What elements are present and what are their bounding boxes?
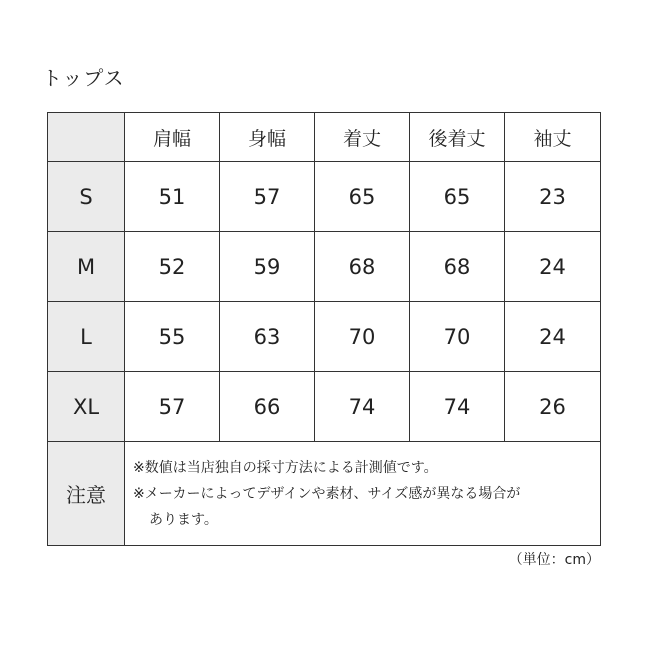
note-text [125,442,601,546]
note-label: 注意 [48,442,125,546]
table-header-row [48,113,601,162]
page-title: トップス [42,66,125,90]
note-line: ※数値は当店独自の採寸方法による計測値です。 [133,459,438,476]
table-cell: 74 [410,372,505,442]
table-cell: 57 [220,162,315,232]
table-cell: 52 [125,232,220,302]
header-length: 着丈 [315,113,410,162]
note-row [48,442,601,546]
table-cell: 65 [410,162,505,232]
note-line: あります。 [149,511,218,528]
table-cell: 26 [505,372,601,442]
header-body-width: 身幅 [220,113,315,162]
table-cell: 70 [315,302,410,372]
table-cell: 55 [125,302,220,372]
table-cell: 70 [410,302,505,372]
header-sleeve-length: 袖丈 [505,113,601,162]
header-shoulder-width: 肩幅 [125,113,220,162]
table-row [48,372,601,442]
size-label: XL [48,372,125,442]
size-label: S [48,162,125,232]
table-row [48,302,601,372]
header-back-length: 後着丈 [410,113,505,162]
table-cell: 59 [220,232,315,302]
note-line: ※メーカーによってデザインや素材、サイズ感が異なる場合が [133,485,521,502]
table-cell: 23 [505,162,601,232]
size-label: L [48,302,125,372]
table-cell: 68 [410,232,505,302]
size-table [47,112,601,546]
header-corner [48,113,125,162]
unit-label: （単位：cm） [508,552,600,568]
table-cell: 24 [505,302,601,372]
table-cell: 68 [315,232,410,302]
table-row [48,232,601,302]
table-cell: 65 [315,162,410,232]
size-label: M [48,232,125,302]
table-cell: 63 [220,302,315,372]
table-cell: 74 [315,372,410,442]
table-cell: 66 [220,372,315,442]
table-row [48,162,601,232]
table-cell: 57 [125,372,220,442]
table-cell: 51 [125,162,220,232]
table-cell: 24 [505,232,601,302]
